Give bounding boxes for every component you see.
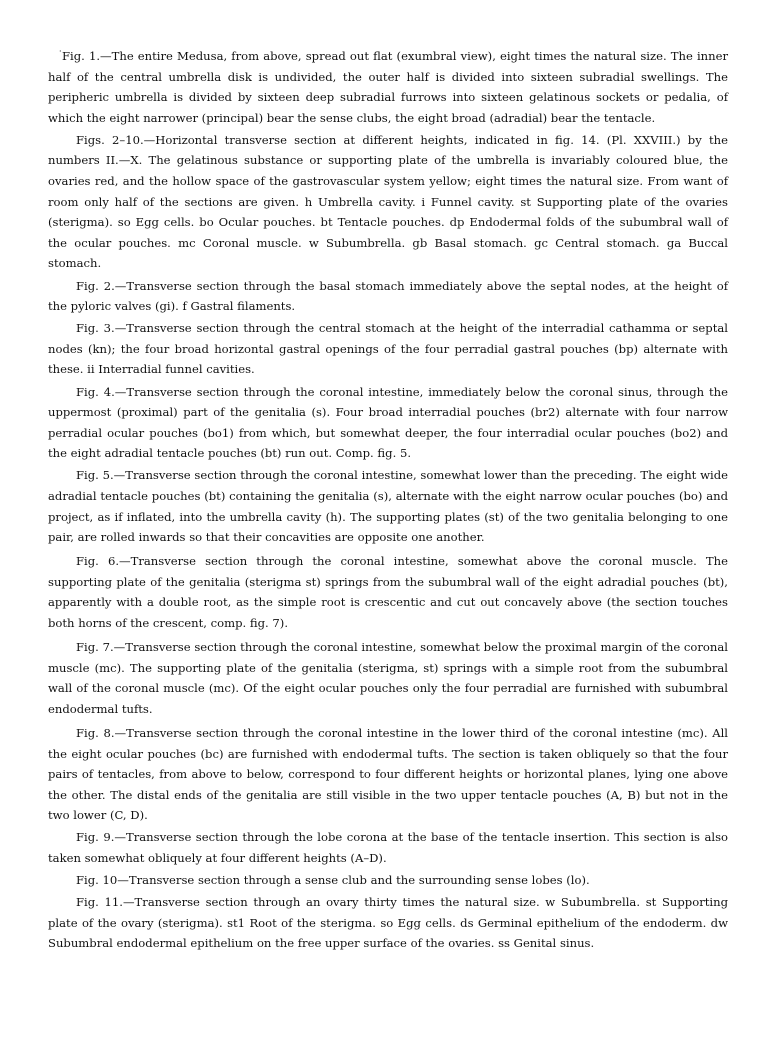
caption-fig-1: Fig. 1.—The entire Medusa, from above, spread out flat (exumbral view), eight times the natural size. The inner half of the central umbrella disk is undivided, the outer half is divided into sixteen subradial swellings. The peripheric umbrella is divided by sixteen deep subradial furrows into sixteen gelatinous sockets or pedalia, of which the eight narrower (principal) bear the sense clubs, the eight broad (adradial) bear the tentacle. <box>48 49 728 125</box>
caption-fig-10: Fig. 10—Transverse section through a sense club and the surrounding sense lobes (lo). <box>76 873 590 888</box>
margin-dot: · <box>59 47 62 56</box>
figure-captions <box>48 46 728 956</box>
caption-fig-5: Fig. 5.—Transverse section through the coronal intestine, somewhat lower than the preceding. The eight wide adradial tentacle pouches (bt) containing the genitalia (s), alternate with the eight narrow ocular pouches (bo) and project, as if inflated, into the umbrella cavity (h). The supporting plates (st) of the two genitalia belonging to one pair, are rolled inwards so that their concavities are opposite one another. <box>48 468 728 545</box>
caption-fig-7: Fig. 7.—Transverse section through the coronal intestine, somewhat below the proximal margin of the coronal muscle (mc). The supporting plate of the genitalia (sterigma, st) springs with a simple root from the subumbral wall of the coronal muscle (mc). Of the eight ocular pouches only the four perradial are furnished with subumbral endodermal tufts. <box>48 640 728 716</box>
caption-fig-11: Fig. 11.—Transverse section through an ovary thirty times the natural size. w Subumbrella. st Supporting plate of the ovary (sterigma). st1 Root of the sterigma. so Egg cells. ds Germinal epithelium of the endoderm. dw Subumbral endodermal epithelium on the free upper surface of the ovaries. ss Genital sinus. <box>48 895 728 951</box>
caption-fig-8: Fig. 8.—Transverse section through the coronal intestine in the lower third of the coronal intestine (mc). All the eight ocular pouches (bc) are furnished with endodermal tufts. The section is taken obliquely so that the four pairs of tentacles, from above to below, correspond to four different heights or horizontal planes, lying one above the other. The distal ends of the genitalia are still visible in the two upper tentacle pouches (A, B) but not in the two lower (C, D). <box>48 726 728 823</box>
caption-fig-9: Fig. 9.—Transverse section through the lobe corona at the base of the tentacle insertion. This section is also taken somewhat obliquely at four different heights (A–D). <box>48 830 728 866</box>
caption-fig-4: Fig. 4.—Transverse section through the coronal intestine, immediately below the coronal sinus, through the uppermost (proximal) part of the genitalia (s). Four broad interradial pouches (br2) alternate with four narrow perradial ocular pouches (bo1) from which, but somewhat deeper, the four interradial ocular pouches (bo2) and the eight adradial tentacle pouches (bt) run out. Comp. fig. 5. <box>48 384 728 461</box>
caption-figs-2-10: Figs. 2–10.—Horizontal transverse section at different heights, indicated in fig. 14. (Pl. XXVIII.) by the numbers II.—X. The gelatinous substance or supporting plate of the umbrella is invariably coloured blue, the ovaries red, and the hollow space of the gastrovascular system yellow; eight times the natural size. From want of room only half of the sections are given. h Umbrella cavity. i Funnel cavity. st Supporting plate of the ovaries (sterigma). so Egg cells. bo Ocular pouches. bt Tentacle pouches. dp Endodermal folds of the subumbral wall of the ocular pouches. mc Coronal muscle. w Subumbrella. gb Basal stomach. gc Central stomach. ga Buccal stomach. <box>48 132 728 271</box>
caption-fig-6: Fig. 6.—Transverse section through the coronal intestine, somewhat above the coronal muscle. The supporting plate of the genitalia (sterigma st) springs from the subumbral wall of the eight adradial pouches (bt), apparently with a double root, as the simple root is crescentic and cut out concavely above (the section touches both horns of the crescent, comp. fig. 7). <box>48 554 728 631</box>
caption-fig-3: Fig. 3.—Transverse section through the central stomach at the height of the interradial cathamma or septal nodes (kn); the four broad horizontal gastral openings of the four perradial gastral pouches (bp) alternate with these. ii Interradial funnel cavities. <box>48 321 728 377</box>
caption-fig-2: Fig. 2.—Transverse section through the basal stomach immediately above the septal nodes, at the height of the pyloric valves (gi). f Gastral filaments. <box>48 278 728 314</box>
